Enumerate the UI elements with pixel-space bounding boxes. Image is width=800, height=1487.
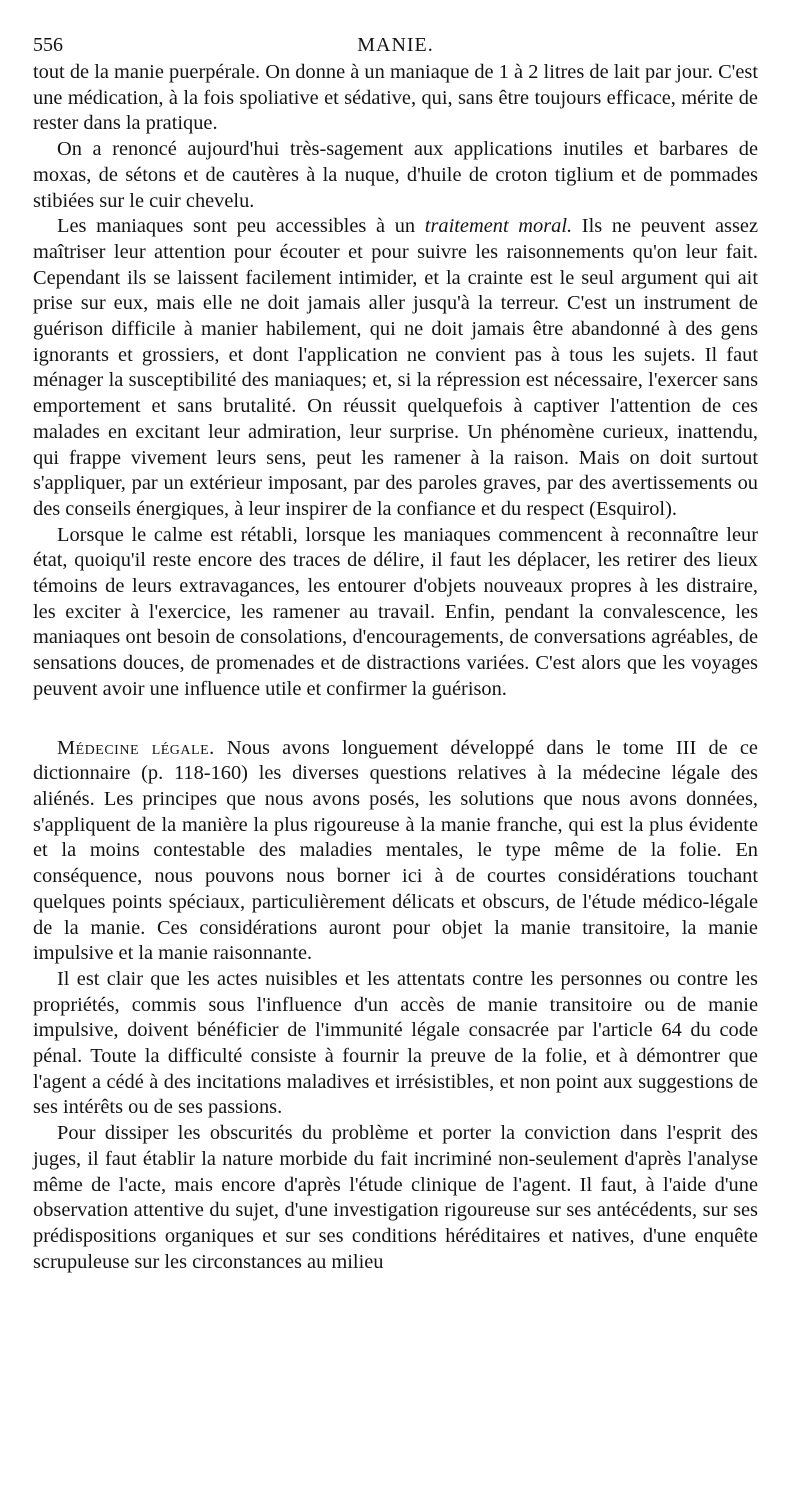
section-spacer (33, 703, 758, 736)
emphasis-term: traitement moral. (424, 215, 573, 238)
book-page (33, 30, 758, 1275)
page-header (33, 30, 758, 60)
paragraph-continuation: tout de la manie puerpérale. On donne à un maniaque de 1 à 2 litres de lait par jour. C'est une médication, à la fois spoliative et sédative, qui, sans être toujours efficace, mérite de rester dans la pratique. (33, 61, 758, 135)
page-number: 556 (33, 34, 63, 56)
section-heading: Médecine légale. (57, 736, 215, 759)
paragraph-abandoned-treatments: On a renoncé aujourd'hui très-sagement aux applications inutiles et barbares de moxas, de sétons et de cautères à la nuque, d'huile de croton tiglium et de pommades stibiées sur le cuir chevelu. (33, 138, 758, 212)
paragraph-moral-treatment (33, 214, 758, 522)
paragraph-judicial-conviction: Pour dissiper les obscurités du problème et porter la conviction dans l'esprit des juges, il faut établir la nature morbide du fait incriminé non-seulement d'après l'analyse même de l'acte, mais encore d'après l'étude clinique de l'agent. Il faut, à l'aide d'une observation attentive du sujet, d'une investigation rigoureuse sur ses antécédents, sur ses prédispositions organiques et sur ses conditions héréditaires et natives, d'une enquête scrupuleuse sur les circonstances au milieu (33, 1122, 758, 1273)
paragraph-convalescence: Lorsque le calme est rétabli, lorsque les maniaques commencent à reconnaître leur état, quoiqu'il reste encore des traces de délire, il faut les déplacer, les retirer des lieux témoins de leurs extravagances, les entourer d'objets nouveaux propres à les distraire, les exciter à l'exercice, les ramener au travail. Enfin, pendant la convalescence, les maniaques ont besoin de consolations, d'encouragements, de conversations agréables, de sensations douces, de promenades et de distractions variées. C'est alors que les voyages peuvent avoir une influence utile et confirmer la guérison. (33, 523, 758, 700)
paragraph-legal-immunity: Il est clair que les actes nuisibles et les attentats contre les personnes ou contre les propriétés, commis sous l'influence d'un accès de manie transitoire ou de manie impulsive, doivent bénéficier de l'immunité légale consacrée par l'article 64 du code pénal. Toute la difficulté consiste à fournir la preuve de la folie, et à démontrer que l'agent a cédé à des incitations maladives et irrésistibles, et non point aux suggestions de ses intérêts ou de ses passions. (33, 967, 758, 1119)
paragraph-text: Les maniaques sont peu accessibles à un (57, 215, 425, 238)
running-title: MANIE. (357, 34, 434, 56)
paragraph-text: Nous avons longuement développé dans le tome III de ce dictionnaire (p. 118-160) les diverses questions relatives à la médecine légale des aliénés. Les principes que nous avons posés, les solutions que nous avons données, s'appliquent de la manière la plus rigoureuse à la manie franche, qui est la plus évidente et la moins contestable des maladies mentales, le type même de la folie. En conséquence, nous pouvons nous borner ici à de courtes considérations touchant quelques points spéciaux, particulièrement délicats et obscurs, de l'étude médico-légale de la manie. Ces considérations auront pour objet la manie transitoire, la manie impulsive et la manie raisonnante. (33, 736, 758, 965)
paragraph-legal-medicine (33, 736, 758, 967)
paragraph-text: Ils ne peuvent assez maîtriser leur attention pour écouter et pour suivre les raisonnements qu'on leur fait. Cependant ils se laissent facilement intimider, et la crainte est le seul argument qui ait prise sur eux, mais elle ne doit jamais aller jusqu'à la terreur. C'est un instrument de guérison difficile à manier habilement, qui ne doit jamais être abandonné à des gens ignorants et grossiers, et dont l'application ne convient pas à tous les sujets. Il faut ménager la susceptibilité des maniaques; et, si la répression est nécessaire, l'exercer sans emportement et sans brutalité. On réussit quelquefois à captiver l'attention de ces malades en excitant leur admiration, leur surprise. Un phénomène curieux, inattendu, qui frappe vivement leurs sens, peut les ramener à la raison. Mais on doit surtout s'appliquer, par un extérieur imposant, par des paroles graves, par des avertissements ou des conseils énergiques, à leur inspirer de la confiance et du respect (Esquirol). (33, 215, 758, 520)
